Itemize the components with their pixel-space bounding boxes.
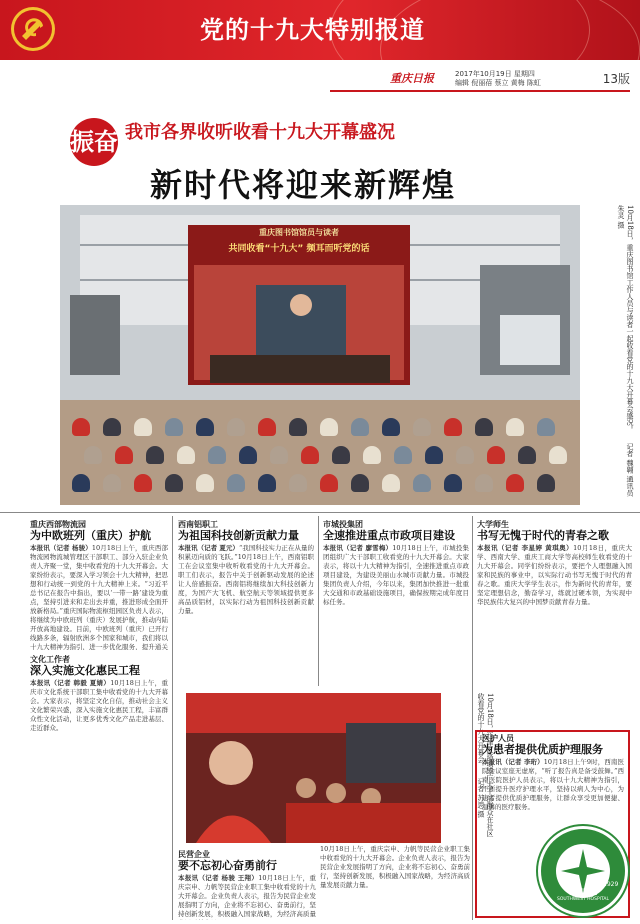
article-title: 为患者提供优质护理服务 — [482, 743, 603, 756]
audience-member — [351, 418, 369, 436]
audience-member — [72, 418, 90, 436]
hospital-name-en: SOUTHWEST HOSPITAL — [557, 897, 609, 902]
column-divider — [318, 516, 319, 686]
audience-member — [258, 474, 276, 492]
audience-member — [444, 418, 462, 436]
article-label: 医护人员 — [482, 734, 514, 743]
hospital-year: 1929 — [603, 881, 619, 888]
audience-member — [506, 418, 524, 436]
audience-member — [134, 418, 152, 436]
article-label: 文化工作者 — [30, 655, 70, 664]
audience-member — [456, 446, 474, 464]
audience-member — [146, 446, 164, 464]
article-label: 重庆西部物流园 — [30, 520, 86, 529]
audience-member — [84, 446, 102, 464]
special-report-banner — [0, 0, 640, 60]
article-label: 大学师生 — [477, 520, 509, 529]
audience-member — [165, 474, 183, 492]
hospital-name: 西南医院 — [569, 888, 597, 896]
audience-member — [72, 474, 90, 492]
article-logistics — [30, 520, 168, 650]
audience-member — [320, 474, 338, 492]
article-body: 10月18日上午，重庆宗申、力帆等民营企业职工集中收看党的十九大开幕会。企业负责人表示，报告为民营企业发展指明了方向，企业将不忘初心、奋勇前行，坚持创新发展，积极融入国家战略，为经济高质量 — [178, 874, 316, 918]
audience-member — [487, 446, 505, 464]
article-aluminium — [178, 520, 314, 685]
audience-member — [208, 446, 226, 464]
audience-member — [103, 418, 121, 436]
audience-rows — [60, 410, 580, 505]
caption-text: 10月18日，江津区珞璜镇广大干部群众在社区收看党的十九大开幕会。 — [477, 693, 494, 837]
screen-banner-line2: 共同收看“十九大” 频耳而听党的话 — [228, 244, 370, 254]
audience-member — [258, 418, 276, 436]
article-title: 全速推进重点市政项目建设 — [323, 529, 455, 542]
audience-member — [134, 474, 152, 492]
audience-member — [506, 474, 524, 492]
article-label: 西南铝职工 — [178, 520, 218, 529]
page-header — [330, 70, 630, 92]
zhenfen-badge: 振奋 — [70, 118, 118, 166]
newspaper-logo: 重庆日报 — [390, 72, 434, 85]
article-title: 深入实施文化惠民工程 — [30, 664, 140, 677]
article-byline: 本报讯（记者 韩毅 夏婧） — [30, 679, 111, 687]
article-body: “我国科技实力正在从量的积累迈向质的飞跃。”10月18日上午，西南铝职工在会议室集中收听收看党的十九大开幕会。职工们表示，报告中关于创新驱动发展的论述让人倍感振奋。西南铝将继续加大科技创新力度，为国产大飞机、航空航天等领域提供更多高品质铝材，以实际行动为祖国科技创新贡献力量。 — [178, 544, 314, 615]
caption-credit: 记者 苏思 摄 — [477, 778, 485, 818]
audience-member — [270, 446, 288, 464]
audience-member — [289, 418, 307, 436]
article-label: 市城投集团 — [323, 520, 363, 529]
audience-member — [394, 446, 412, 464]
article-byline: 本报讯（记者 夏元） — [178, 544, 239, 552]
article-continued — [320, 845, 470, 920]
party-emblem-icon — [10, 6, 56, 52]
editors-line: 编辑 倪丽蓓 蔡立 黄梅 陈虹 — [455, 79, 541, 87]
column-divider — [172, 516, 173, 920]
audience-member — [115, 446, 133, 464]
feature-headline: 新时代将迎来新辉煌 — [150, 166, 457, 204]
section-divider — [0, 512, 640, 513]
audience-member — [382, 474, 400, 492]
audience-member — [289, 474, 307, 492]
main-photo-caption — [584, 205, 634, 505]
caption-text: 10月18日，重庆图书馆工作人员与读者一起收看党的十九大开幕会盛况。 — [626, 205, 634, 433]
audience-member — [196, 418, 214, 436]
audience-member — [227, 418, 245, 436]
article-byline: 本报讯（记者 李珩） — [482, 758, 544, 766]
audience-member — [103, 474, 121, 492]
audience-member — [165, 418, 183, 436]
hospital-seal — [538, 826, 628, 916]
audience-member — [227, 474, 245, 492]
audience-member — [444, 474, 462, 492]
issue-meta — [455, 70, 541, 88]
employee-photo-illustration — [186, 693, 441, 843]
issue-date: 2017年10月19日 星期四 — [455, 70, 535, 78]
article-title: 要不忘初心奋勇前行 — [178, 859, 277, 872]
audience-member — [177, 446, 195, 464]
article-byline: 本报讯（记者 廖雪梅） — [323, 544, 393, 552]
audience-member — [413, 474, 431, 492]
article-byline: 本报讯（记者 杨骏 王翔） — [178, 874, 259, 882]
audience-member — [475, 418, 493, 436]
article-label: 民营企业 — [178, 850, 210, 859]
article-body: 10月18日上午，市城投集团组织广大干部职工收看党的十九大开幕会。大家表示，将以十九大精神为指引，全速推进重点市政项目建设，为建设美丽山水城市贡献力量。市城投集团负责人介绍，今年以来，集团加快推进一批重大交通和市政基础设施项目，确保按期完成年度目标任务。 — [323, 544, 469, 606]
banner-title: 党的十九大特别报道 — [200, 16, 425, 44]
audience-member — [475, 474, 493, 492]
audience-member — [425, 446, 443, 464]
audience-member — [196, 474, 214, 492]
audience-member — [382, 418, 400, 436]
employee-news-photo — [186, 693, 441, 843]
article-students — [477, 520, 632, 725]
article-body: 10月18日上午，重庆西部物流园物流城管理区干部职工、部分入驻企业负责人齐聚一堂，集中收看党的十九大开幕会。大家纷纷表示，要深入学习领会十九大精神，把思想和行动统一到党的十九大精神上来。“习近平总书记在报告中指出，要以‘一带一路’建设为重点，坚持引进来和走出去并重，推进形成全面开放新格局。”重庆国际物流枢纽园区负责人表示，将继续为中欧班列（重庆）发展护航，推动内陆开放高地建设。目前，中欧班列（重庆）已开行线路多条，辐射欧洲多个国家和城市，我们将以十九大精神为指引，进一步优化服务，提升通关 — [30, 544, 168, 650]
article-title: 为中欧班列（重庆）护航 — [30, 529, 151, 542]
article-title: 为祖国科技创新贡献力量 — [178, 529, 299, 542]
audience-member — [332, 446, 350, 464]
audience-member — [239, 446, 257, 464]
audience-member — [537, 474, 555, 492]
article-private-enterprise — [178, 850, 316, 920]
audience-member — [351, 474, 369, 492]
audience-member — [537, 418, 555, 436]
article-culture — [30, 655, 168, 915]
feature-kicker: 我市各界收听收看十九大开幕盛况 — [125, 122, 395, 143]
article-body: 10月18日上午，重庆宗申、力帆等民营企业职工集中收看党的十九大开幕会。企业负责人表示，报告为民营企业发展指明了方向，企业将不忘初心、奋勇前行，坚持创新发展，积极融入国家战略，为经济高质量发展贡献力量。 — [320, 845, 470, 889]
article-body: 10月18日上午9时，西南医院会议室座无虚席，“听了报告真是备受鼓舞。”西南医院医护人员表示，将以十九大精神为指引，不断提升医疗护理水平，坚持以病人为中心，为患者提供优质护理服务，让群众享受更加便捷、温馨的医疗服务。 — [482, 758, 624, 811]
page-number: 13版 — [602, 72, 630, 86]
article-body: 10月18日，重庆大学、西南大学、重庆工商大学等高校师生收看党的十九大开幕会。同学们纷纷表示，要把个人理想融入国家和民族的事业中，以实际行动书写无愧于时代的青春之歌。重庆大学学生表示，作为新时代的青年，要坚定理想信念，勤奋学习，练就过硬本领，为实现中华民族伟大复兴的中国梦贡献青春力量。 — [477, 544, 632, 606]
audience-member — [549, 446, 567, 464]
article-byline: 本报讯（记者 杨骏） — [30, 544, 92, 552]
screen-banner-line1: 重庆图书馆馆员与读者 — [259, 228, 339, 237]
article-city-investment — [323, 520, 469, 685]
audience-member — [301, 446, 319, 464]
article-title: 书写无愧于时代的青春之歌 — [477, 529, 609, 542]
main-news-photo — [60, 205, 580, 505]
caption-credit: 记者 魏翱 通讯员 朱灵 摄 — [617, 205, 634, 497]
audience-member — [363, 446, 381, 464]
audience-member — [320, 418, 338, 436]
audience-member — [518, 446, 536, 464]
audience-member — [413, 418, 431, 436]
article-byline: 本报讯（记者 李星婷 黄琪奥） — [477, 544, 574, 552]
article-body: 10月18日上午，重庆市文化系统干部职工集中收看党的十九大开幕会。大家表示，将坚定文化自信，推动社会主义文化繁荣兴盛，深入实施文化惠民工程，丰富群众性文化活动，让更多优秀文化产品走进基层、走近群众。 — [30, 679, 168, 732]
